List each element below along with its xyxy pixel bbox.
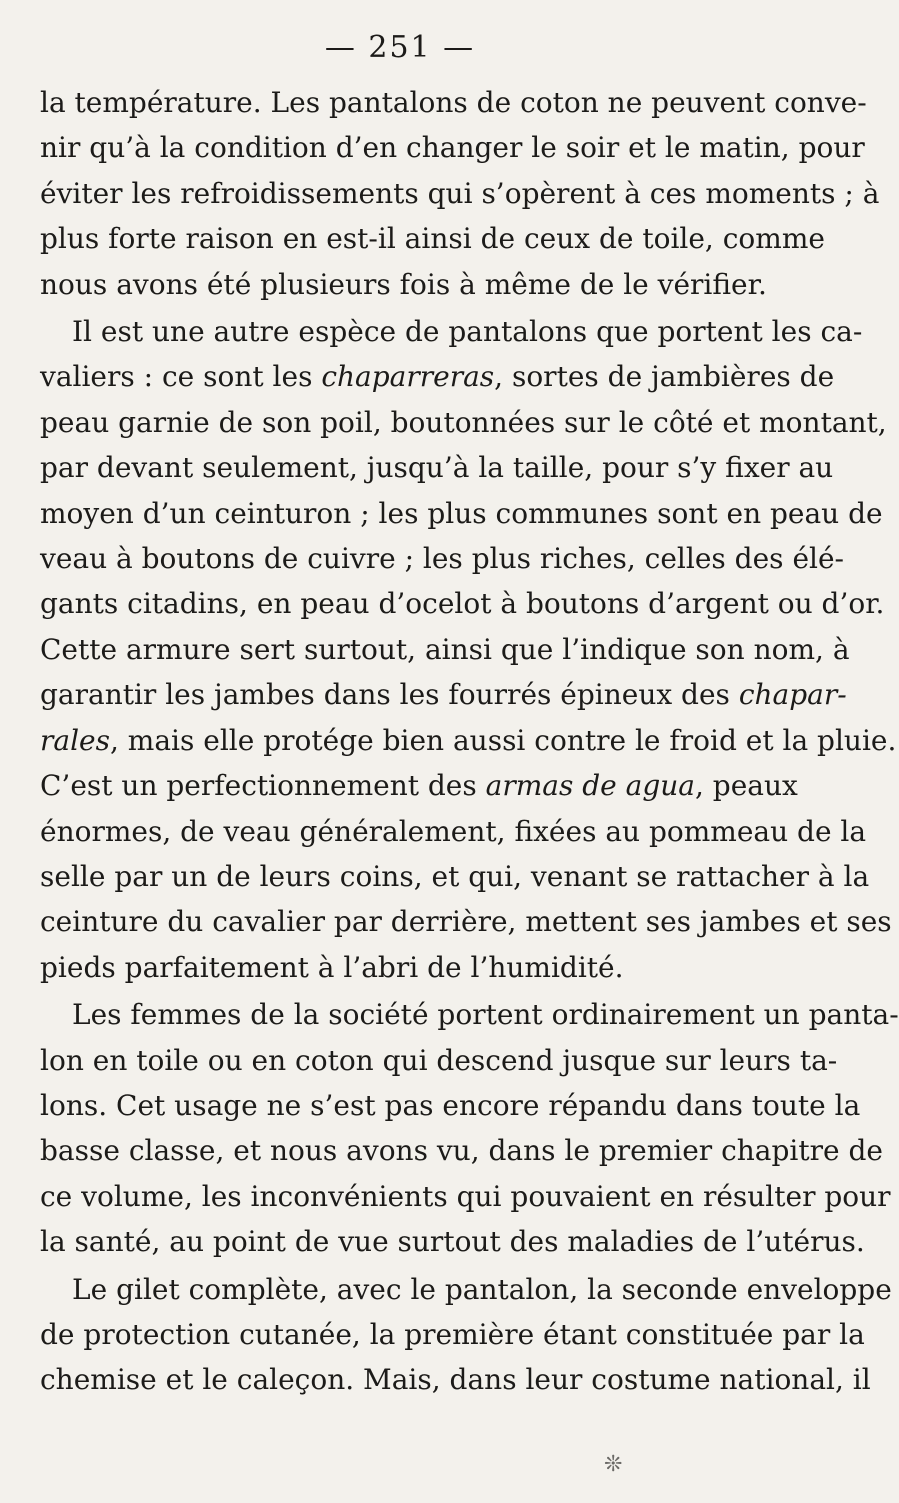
text-line — [40, 354, 835, 399]
text-run: éviter les refroidissements qui s’opèrent à ces moments ; à — [40, 176, 880, 210]
text-line — [40, 1038, 838, 1083]
page-number: — 251 — — [324, 30, 476, 65]
text-run: la température. Les pantalons de coton ne peuvent conve- — [40, 86, 867, 119]
text-line — [40, 216, 825, 261]
text-run: Cette armure sert surtout, ainsi que l’indique son nom, à — [40, 632, 850, 666]
text-run: , sortes de jambières de — [494, 360, 835, 394]
text-line — [40, 491, 883, 536]
text-run: énormes, de veau généralement, fixées au pommeau de la — [40, 814, 867, 848]
text-run: , peaux — [695, 769, 798, 803]
text-run: de protection cutanée, la première étant constituée par la — [40, 1317, 865, 1351]
text-line — [40, 1128, 883, 1173]
text-run: par devant seulement, jusqu’à la taille, pour s’y fixer au — [40, 451, 834, 485]
text-line — [40, 718, 897, 763]
paragraph — [40, 1267, 892, 1403]
text-line — [40, 171, 880, 216]
text-run: lon en toile ou en coton qui descend jusque sur leurs ta- — [40, 1043, 838, 1077]
text-run: ce volume, les inconvénients qui pouvaient en résulter pour — [40, 1179, 891, 1213]
text-line — [40, 1267, 892, 1312]
text-line — [40, 854, 870, 899]
text-line — [40, 1312, 865, 1357]
text-run: la santé, au point de vue surtout des maladies de l’utérus. — [40, 1225, 865, 1259]
text-run: nous avons été plusieurs fois à même de le vérifier. — [40, 267, 767, 301]
text-line — [40, 262, 767, 307]
text-run: gants citadins, en peau d’ocelot à boutons d’argent ou d’or. — [40, 587, 885, 621]
text-run: garantir les jambes dans les fourrés épineux des — [40, 678, 739, 712]
text-line — [40, 581, 885, 626]
paragraph — [40, 992, 899, 1264]
text-run: ceinture du cavalier par derrière, mettent ses jambes et ses — [40, 905, 892, 939]
text-run: lons. Cet usage ne s’est pas encore répandu dans toute la — [40, 1088, 861, 1122]
ink-speck: ❊ — [604, 1452, 623, 1477]
italic-term: chapar- — [738, 678, 847, 712]
text-run: veau à boutons de cuivre ; les plus riches, celles des élé- — [40, 542, 845, 576]
text-line — [40, 309, 863, 354]
text-line — [40, 1083, 861, 1128]
text-run: C’est un perfectionnement des — [40, 769, 486, 803]
text-line — [40, 1357, 871, 1402]
page-text — [40, 80, 899, 1403]
text-line — [40, 1219, 865, 1264]
text-run: peau garnie de son poil, boutonnées sur le côté et montant, — [40, 405, 887, 439]
text-line — [40, 400, 887, 445]
text-run: pieds parfaitement à l’abri de l’humidité. — [40, 950, 624, 984]
text-run: Il est une autre espèce de pantalons que portent les ca- — [72, 315, 863, 349]
text-line — [40, 992, 899, 1037]
text-run: chemise et le caleçon. Mais, dans leur costume national, il — [40, 1363, 871, 1397]
text-line — [40, 1174, 891, 1219]
text-line — [40, 445, 834, 490]
text-line — [40, 672, 847, 717]
text-line — [40, 945, 764, 990]
text-run: moyen d’un ceinturon ; les plus communes sont en peau de — [40, 496, 883, 530]
text-run: nir qu’à la condition d’en changer le soir et le matin, pour — [40, 131, 865, 165]
italic-term: armas de agua — [485, 769, 695, 803]
text-run: , mais elle protége bien aussi contre le froid et la pluie. — [109, 723, 897, 757]
text-run: valiers : ce sont les — [40, 360, 322, 394]
text-run: selle par un de leurs coins, et qui, venant se rattacher à la — [40, 859, 870, 893]
text-line — [40, 763, 798, 808]
text-line — [40, 536, 845, 581]
text-line — [40, 627, 850, 672]
text-line — [40, 899, 892, 944]
italic-term: chaparreras — [321, 360, 495, 394]
text-line — [40, 125, 865, 170]
text-run: basse classe, et nous avons vu, dans le premier chapitre de — [40, 1134, 883, 1168]
italic-term: rales — [40, 723, 110, 757]
text-line — [40, 809, 867, 854]
text-run: Les femmes de la société portent ordinairement un panta- — [72, 998, 899, 1032]
paragraph — [40, 309, 897, 990]
text-run: Le gilet complète, avec le pantalon, la seconde enveloppe — [72, 1272, 892, 1306]
paragraph — [40, 80, 880, 307]
text-line — [40, 80, 867, 125]
text-run: plus forte raison en est-il ainsi de ceux de toile, comme — [40, 222, 825, 256]
